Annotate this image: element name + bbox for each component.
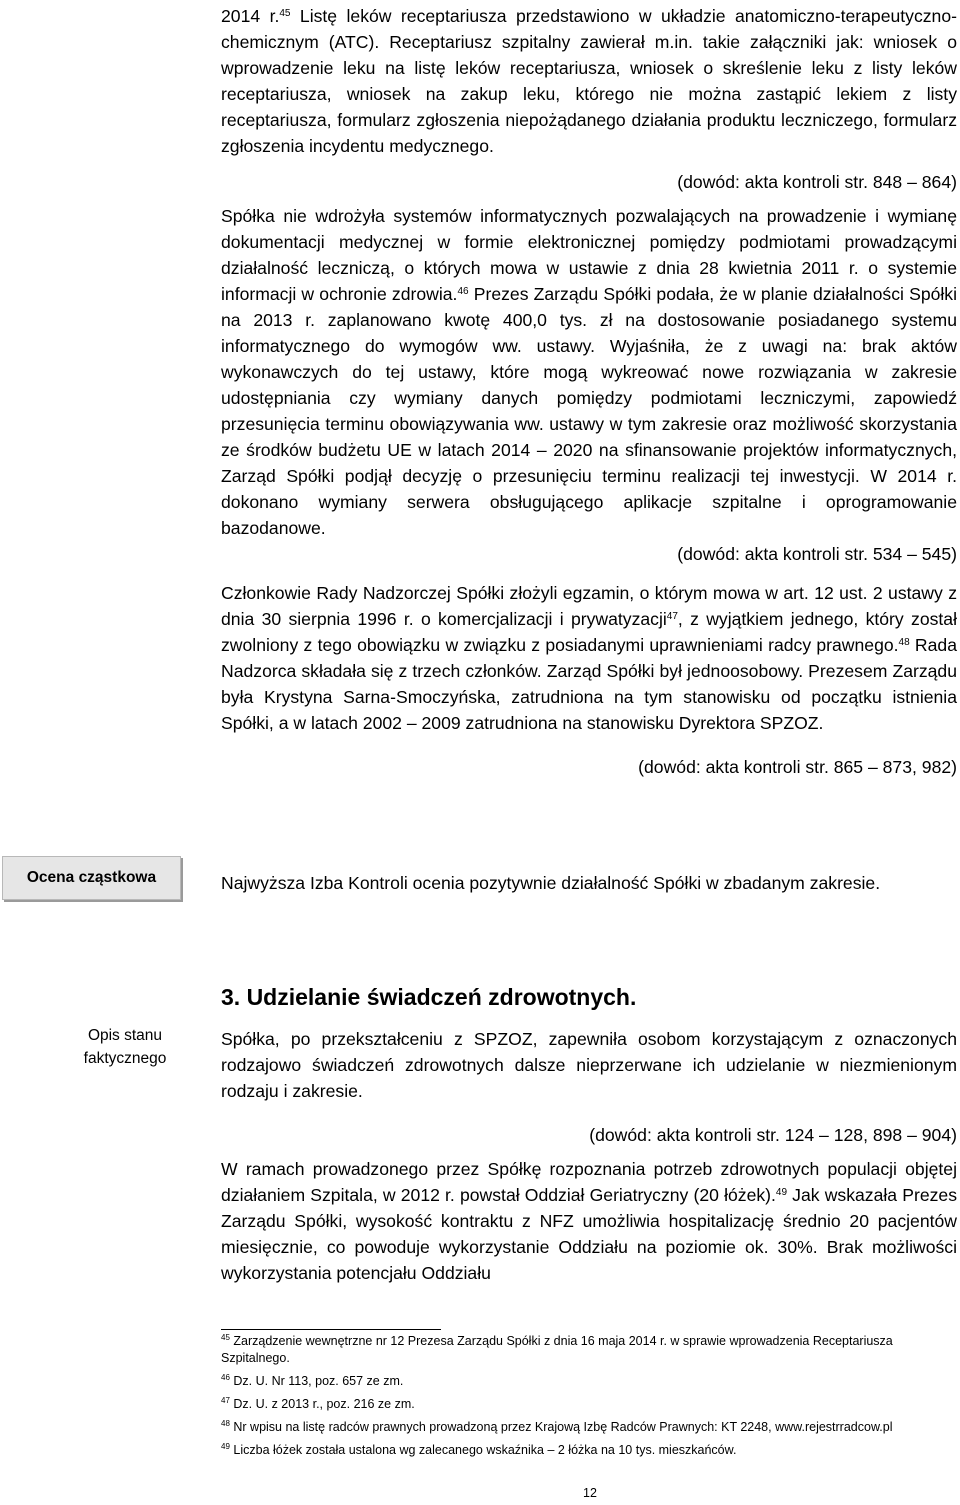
footnotes bbox=[221, 1333, 957, 1465]
evidence-reference: (dowód: akta kontroli str. 124 – 128, 898 – 904) bbox=[589, 1125, 957, 1145]
footnote-text: Liczba łóżek została ustalona wg zalecanego wskaźnika – 2 łóżka na 10 tys. mieszkańców. bbox=[233, 1443, 737, 1457]
footnote-48 bbox=[221, 1419, 957, 1436]
footnote-46 bbox=[221, 1373, 957, 1390]
paragraph-text: Rada Nadzorca składała się z trzech członków. Zarząd Spółki był jednoosobowy. Prezesem Zarządu była Krystyna Sarna-Smoczyńska, zatrudniona na tym stanowisku od początku istnienia Spółki, a w latach 2002 – 2009 zatrudniona na stanowisku Dyrektora SPZOZ. bbox=[221, 635, 957, 733]
footnote-ref-47[interactable]: 47 bbox=[666, 611, 678, 622]
paragraph-receptariusz bbox=[221, 3, 957, 159]
paragraph-text: W ramach prowadzonego przez Spółkę rozpoznania potrzeb zdrowotnych populacji objętej działaniem Szpitala, w 2012 r. powstał Oddział Geriatryczny (20 łóżek). bbox=[221, 1159, 957, 1205]
paragraph-text: , z wyjątkiem jednego, który został zwolniony z tego obowiązku w związku z posiadanymi uprawnieniami radcy prawnego. bbox=[221, 609, 957, 655]
assessment-label: Ocena cząstkowa bbox=[26, 869, 157, 886]
main-text-upper bbox=[221, 3, 957, 780]
footnote-number: 46 bbox=[221, 1373, 230, 1382]
paragraph-text: Listę leków receptariusza przedstawiono w układzie anatomiczno-terapeutyczno-chemicznym (ATC). Receptariusz szpitalny zawierał m.in. takie załączniki jak: wniosek o wprowadzenie leku na listę leków receptariusza, wniosek o skreślenie leku z listy leków receptariusza, wniosek na zakup leku, którego nie można zastąpić lekiem z listy receptariusza, formularz zgłoszenia niepożądanego działania produktu leczniczego, formularz zgłoszenia incydentu medycznego. bbox=[221, 6, 957, 156]
facts-label: Opis stanu faktycznego bbox=[83, 1027, 167, 1067]
section-heading: 3. Udzielanie świadczeń zdrowotnych. bbox=[221, 984, 637, 1010]
footnote-ref-49[interactable]: 49 bbox=[775, 1187, 788, 1198]
assessment-text: Najwyższa Izba Kontroli ocenia pozytywnie działalność Spółki w zbadanym zakresie. bbox=[221, 873, 881, 893]
footnote-text: Nr wpisu na listę radców prawnych prowadzoną przez Krajową Izbę Radców Prawnych: KT 2248, www.rejestrradcow.pl bbox=[233, 1420, 893, 1434]
footnote-49 bbox=[221, 1442, 957, 1459]
assessment-text-block bbox=[221, 870, 957, 896]
paragraph-text: Jak wskazała Prezes Zarządu Spółki, wysokość kontraktu z NFZ umożliwia hospitalizację średnio 20 pacjentów miesięcznie, co powoduje wykorzystanie Oddziału na poziomie ok. 30%. Brak możliwości wykorzystania potencjału Oddziału bbox=[221, 1185, 957, 1283]
paragraph-supervisory-board bbox=[221, 580, 957, 736]
paragraph-text: Spółka nie wdrożyła systemów informatycznych pozwalających na prowadzenie i wymianę dokumentacji medycznej w formie elektronicznej pomiędzy podmiotami prowadzącymi działalność leczniczą, o których mowa w ustawie z dnia 28 kwietnia 2011 r. o systemie informacji w ochronie zdrowia. bbox=[221, 206, 957, 304]
paragraph-text: Członkowie Rady Nadzorczej Spółki złożyli egzamin, o którym mowa w art. 12 ust. 2 ustawy z dnia 30 sierpnia 1996 r. o komercjalizacji i prywatyzacji bbox=[221, 583, 957, 629]
paragraph-geriatric-ward bbox=[221, 1156, 957, 1286]
footnote-45 bbox=[221, 1333, 957, 1367]
footnote-47 bbox=[221, 1396, 957, 1413]
page-number: 12 bbox=[583, 1486, 597, 1500]
paragraph-continuity: Spółka, po przekształceniu z SPZOZ, zapewniła osobom korzystającym z oznaczonych rodzajowo świadczeń zdrowotnych dalsze nieprzerwane ich udzielanie w niezmienionym rodzaju i zakresie. bbox=[221, 1029, 957, 1101]
footnote-text: Dz. U. z 2013 r., poz. 216 ze zm. bbox=[233, 1397, 415, 1411]
footnote-text: Dz. U. Nr 113, poz. 657 ze zm. bbox=[233, 1374, 404, 1388]
footnote-number: 47 bbox=[221, 1396, 230, 1405]
footnote-ref-45[interactable]: 45 bbox=[279, 8, 291, 19]
paragraph-text: Prezes Zarządu Spółki podała, że w planie działalności Spółki na 2013 r. zaplanowano kwotę 400,0 tys. zł na dostosowanie posiadanego systemu informatycznego do wymogów ww. ustawy. Wyjaśniła, że z uwagi na: brak aktów wykonawczych do tej ustawy, które mogą wykreować nowe rozwiązania w zakresie udostępniania czy wymiany danych pomiędzy podmiotami leczniczymi, zapowiedź przesunięcia terminu obowiązywania ww. ustawy w tym zakresie oraz możliwość skorzystania ze środków budżetu UE w latach 2014 – 2020 na sfinansowanie projektów informatycznych, Zarząd Spółki podjął decyzję o przesunięciu terminu realizacji tej inwestycji. W 2014 r. dokonano wymiany serwera obsługującego aplikacje szpitalne i oprogramowanie bazodanowe. bbox=[221, 284, 958, 538]
footnote-ref-48[interactable]: 48 bbox=[898, 637, 910, 648]
footnote-number: 49 bbox=[221, 1442, 230, 1451]
assessment-label-box bbox=[2, 856, 181, 900]
paragraph-text: 2014 r. bbox=[221, 6, 280, 26]
footnote-number: 45 bbox=[221, 1333, 230, 1342]
footnote-ref-46[interactable]: 46 bbox=[457, 286, 469, 297]
footnote-separator bbox=[221, 1329, 441, 1330]
footnote-text: Zarządzenie wewnętrzne nr 12 Prezesa Zarządu Spółki z dnia 16 maja 2014 r. w sprawie wprowadzenia Receptariusza Szpitalnego. bbox=[221, 1334, 893, 1365]
paragraph-it-systems bbox=[221, 203, 957, 541]
footnote-number: 48 bbox=[221, 1419, 230, 1428]
main-text-lower bbox=[221, 1026, 957, 1286]
evidence-reference: (dowód: akta kontroli str. 534 – 545) bbox=[677, 544, 957, 564]
evidence-reference: (dowód: akta kontroli str. 848 – 864) bbox=[677, 172, 957, 192]
evidence-reference: (dowód: akta kontroli str. 865 – 873, 982) bbox=[638, 757, 957, 777]
